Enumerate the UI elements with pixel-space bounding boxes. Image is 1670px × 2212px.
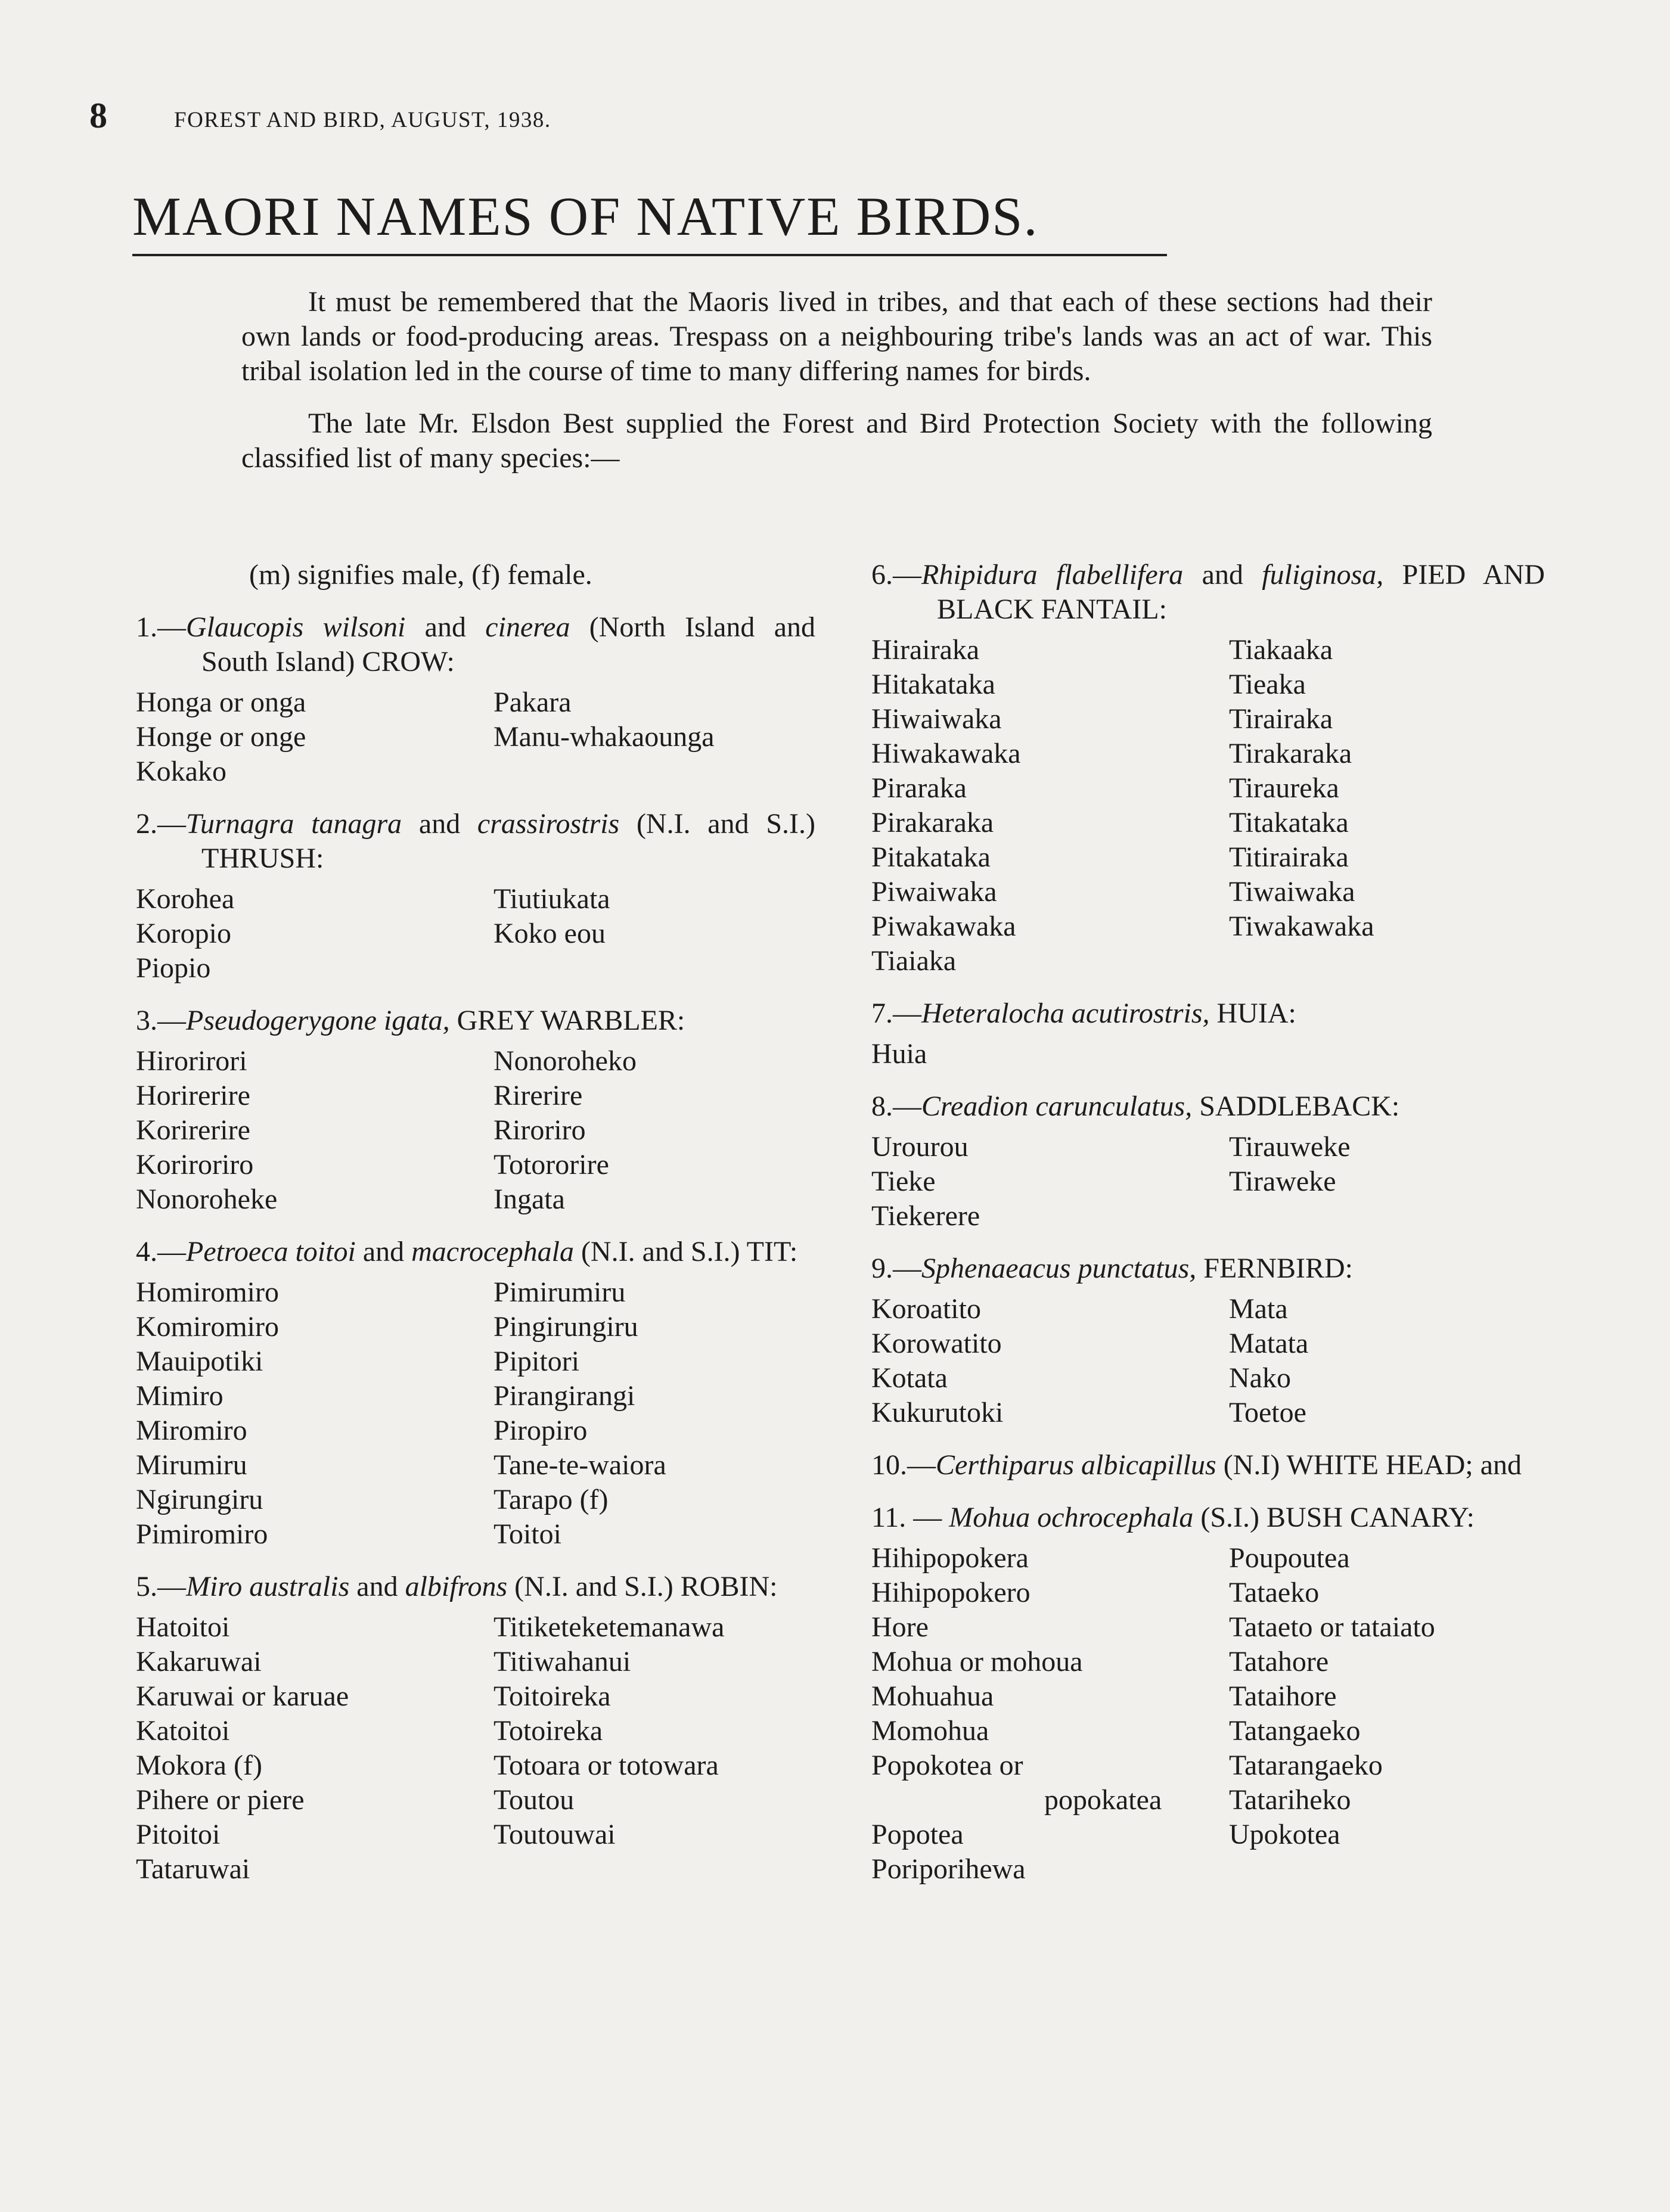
- maori-name: Tataeto or tataiato: [1229, 1611, 1435, 1643]
- section-number: 3.—: [136, 1005, 186, 1036]
- species-joiner: and: [349, 1571, 405, 1602]
- section-number: 6.—: [871, 559, 921, 591]
- section-number: 4.—: [136, 1236, 186, 1267]
- maori-name: Kotata: [871, 1362, 948, 1394]
- maori-name: Honga or onga: [136, 686, 306, 718]
- species-name: Heteralocha acutirostris,: [921, 998, 1210, 1029]
- species-section: [136, 1570, 815, 1887]
- species-heading: [871, 1448, 1545, 1483]
- species-name: Mohua ochrocephala: [949, 1502, 1194, 1533]
- common-name: (North Island and South Island) CROW:: [201, 611, 815, 678]
- maori-name: [1229, 1037, 1545, 1071]
- maori-name: Pimirumiru: [493, 1276, 626, 1308]
- maori-name: Korowatito: [871, 1328, 1002, 1359]
- maori-name: Mokora (f): [136, 1750, 262, 1781]
- maori-name: [1229, 1852, 1545, 1887]
- maori-name: Titiwahanui: [493, 1646, 631, 1677]
- maori-name: Hiwakawaka: [871, 738, 1021, 769]
- maori-name: Hihipopokera: [871, 1542, 1029, 1574]
- species-heading: [136, 1004, 815, 1038]
- maori-name: Pingirungiru: [493, 1311, 638, 1343]
- maori-name: Hore: [871, 1611, 929, 1643]
- common-name: (N.I. and S.I.) TIT:: [573, 1236, 798, 1267]
- maori-name: Tiaiaka: [871, 945, 957, 977]
- maori-name: Tatariheko: [1229, 1784, 1351, 1816]
- maori-name: Totororire: [493, 1149, 609, 1180]
- intro-paragraph-1: It must be remembered that the Maoris lived in tribes, and that each of these sections had their own lands or food-producing areas. Trespass on a neighbouring tribe's lands was an act of war. This tribal isolation led in the course of time to many differing names for birds.: [241, 286, 1432, 387]
- maori-name: Pirakaraka: [871, 807, 994, 838]
- section-number: 5.—: [136, 1571, 186, 1602]
- maori-name: Huia: [871, 1038, 927, 1070]
- species-name: Glaucopis wilsoni: [186, 611, 406, 643]
- maori-names-list: [136, 1275, 815, 1552]
- maori-names-list: [871, 1130, 1545, 1234]
- maori-name: Tatahore: [1229, 1646, 1329, 1677]
- left-column: [136, 558, 815, 1905]
- maori-name: Tiwakawaka: [1229, 911, 1374, 942]
- maori-name: Titiketeketemanawa: [493, 1611, 725, 1643]
- maori-name: Popokotea or: [871, 1750, 1023, 1781]
- maori-name: [1229, 944, 1545, 978]
- species-joiner: and: [355, 1236, 412, 1267]
- maori-name: Karuwai or karuae: [136, 1680, 349, 1712]
- maori-name: Nonoroheke: [136, 1183, 278, 1215]
- species-joiner: and: [405, 611, 486, 643]
- maori-name: Hirairaka: [871, 634, 980, 666]
- maori-name: Riroriro: [493, 1114, 586, 1146]
- species-name: Certhiparus albicapillus: [936, 1449, 1216, 1481]
- maori-name: Toutou: [493, 1784, 575, 1816]
- maori-name: Korohea: [136, 883, 235, 915]
- species-heading: [136, 1235, 815, 1269]
- maori-name: Upokotea: [1229, 1819, 1340, 1850]
- maori-name: Koriroriro: [136, 1149, 254, 1180]
- maori-name: Mohua or mohoua: [871, 1646, 1083, 1677]
- maori-name: Urourou: [871, 1131, 969, 1163]
- common-name: HUIA:: [1209, 998, 1296, 1029]
- maori-name: Horirerire: [136, 1080, 250, 1111]
- species-heading: [871, 1089, 1545, 1124]
- page-number: 8: [89, 96, 107, 135]
- maori-name: Matata: [1229, 1328, 1309, 1359]
- species-name-2: fuliginosa,: [1262, 559, 1384, 591]
- maori-names-list: [871, 1037, 1545, 1071]
- maori-name: Komiromiro: [136, 1311, 279, 1343]
- species-section: [871, 1251, 1545, 1430]
- abbreviation-note: (m) signifies male, (f) female.: [249, 559, 592, 591]
- section-number: 8.—: [871, 1091, 921, 1122]
- maori-name: Koko eou: [493, 918, 606, 949]
- maori-name: Mohuahua: [871, 1680, 994, 1712]
- maori-name: Totoireka: [493, 1715, 603, 1747]
- maori-name: Piraraka: [871, 772, 967, 804]
- maori-name: Mimiro: [136, 1380, 224, 1412]
- maori-names-list: [136, 882, 815, 986]
- species-section: [136, 610, 815, 789]
- maori-names-list: [871, 1292, 1545, 1430]
- species-name: Miro australis: [186, 1571, 350, 1602]
- maori-name: Kokako: [136, 756, 226, 787]
- maori-name: Hiwaiwaka: [871, 703, 1002, 735]
- maori-name: Tieaka: [1229, 669, 1306, 700]
- maori-name: Tirakaraka: [1229, 738, 1352, 769]
- common-name: (N.I. and S.I.) ROBIN:: [507, 1571, 778, 1602]
- maori-name: Rirerire: [493, 1080, 583, 1111]
- maori-name: Tirairaka: [1229, 703, 1333, 735]
- maori-name: Mirumiru: [136, 1449, 247, 1481]
- species-name-2: cinerea: [485, 611, 570, 643]
- species-heading: [871, 1500, 1545, 1535]
- maori-name: Mauipotiki: [136, 1346, 263, 1377]
- maori-name: Tataeko: [1229, 1577, 1320, 1608]
- maori-name: Kukurutoki: [871, 1397, 1004, 1428]
- species-heading: [136, 807, 815, 876]
- species-section: [871, 1089, 1545, 1234]
- maori-name: Korirerire: [136, 1114, 250, 1146]
- maori-name: Tane-te-waiora: [493, 1449, 666, 1481]
- maori-name: Tiraureka: [1229, 772, 1339, 804]
- maori-name: Hihipopokero: [871, 1577, 1030, 1608]
- maori-name: Pimiromiro: [136, 1518, 268, 1550]
- maori-name: Tataihore: [1229, 1680, 1337, 1712]
- species-joiner: and: [402, 808, 477, 840]
- maori-name: Mata: [1229, 1293, 1288, 1325]
- maori-name: Pitoitoi: [136, 1819, 221, 1850]
- maori-name: Homiromiro: [136, 1276, 279, 1308]
- maori-name: Hirorirori: [136, 1045, 247, 1077]
- maori-name: Titirairaka: [1229, 841, 1349, 873]
- species-name: Rhipidura flabellifera: [921, 559, 1184, 591]
- common-name: PIED AND BLACK FANTAIL:: [937, 559, 1545, 625]
- maori-name: Kakaruwai: [136, 1646, 262, 1677]
- maori-name: Piropiro: [493, 1415, 588, 1446]
- maori-names-list: [136, 1610, 815, 1887]
- species-section: [136, 807, 815, 986]
- maori-name: Pakara: [493, 686, 572, 718]
- intro-paragraph-2: The late Mr. Elsdon Best supplied the Forest and Bird Protection Society with the following classified list of many species:—: [241, 408, 1432, 474]
- maori-names-list: [136, 685, 815, 789]
- species-section: [136, 1004, 815, 1217]
- maori-name: Pitakataka: [871, 841, 991, 873]
- maori-name: Tatarangaeko: [1229, 1750, 1383, 1781]
- maori-name: Katoitoi: [136, 1715, 230, 1747]
- maori-name: Koroatito: [871, 1293, 981, 1325]
- section-number: 10.—: [871, 1449, 936, 1481]
- maori-name: Piwakawaka: [871, 911, 1016, 942]
- maori-name: Toitoireka: [493, 1680, 611, 1712]
- maori-name: Tiutiukata: [493, 883, 610, 915]
- species-name-2: albifrons: [405, 1571, 508, 1602]
- common-name: GREY WARBLER:: [449, 1005, 685, 1036]
- species-name-2: macrocephala: [411, 1236, 574, 1267]
- maori-name: Pipitori: [493, 1346, 580, 1377]
- maori-name: Koropio: [136, 918, 231, 949]
- maori-names-list: [136, 1044, 815, 1217]
- maori-name: Pihere or piere: [136, 1784, 305, 1816]
- maori-name: Tiekerere: [871, 1200, 980, 1232]
- maori-name: Ingata: [493, 1183, 565, 1215]
- maori-name: Toitoi: [493, 1518, 561, 1550]
- common-name: (N.I) WHITE HEAD; and: [1216, 1449, 1522, 1481]
- maori-name: Piopio: [136, 952, 211, 984]
- page-title: MAORI NAMES OF NATIVE BIRDS.: [132, 186, 1039, 247]
- intro-text: [241, 285, 1432, 476]
- maori-name: Honge or onge: [136, 721, 306, 753]
- maori-name: Toetoe: [1229, 1397, 1306, 1428]
- maori-name: Nako: [1229, 1362, 1291, 1394]
- species-name: Petroeca toitoi: [186, 1236, 356, 1267]
- maori-name: Hatoitoi: [136, 1611, 230, 1643]
- maori-name: [493, 754, 815, 789]
- maori-name: Tataruwai: [136, 1853, 250, 1885]
- species-section: [871, 996, 1545, 1071]
- maori-name: Nonoroheko: [493, 1045, 637, 1077]
- species-section: [871, 1500, 1545, 1887]
- maori-names-list: [871, 633, 1545, 978]
- section-number: 9.—: [871, 1253, 921, 1284]
- maori-name: Poriporihewa: [871, 1853, 1026, 1885]
- species-joiner: and: [1183, 559, 1262, 591]
- species-name-2: crassirostris: [477, 808, 620, 840]
- maori-names-list: [871, 1541, 1545, 1887]
- maori-name: Miromiro: [136, 1415, 247, 1446]
- maori-name: Tiraweke: [1229, 1166, 1336, 1197]
- species-section: [871, 558, 1545, 978]
- section-number: 7.—: [871, 998, 921, 1029]
- section-number: 2.—: [136, 808, 186, 840]
- maori-name: Titakataka: [1229, 807, 1349, 838]
- section-number: 1.—: [136, 611, 186, 643]
- maori-name: popokatea: [1044, 1784, 1162, 1816]
- species-name: Sphenaeacus punctatus,: [921, 1253, 1197, 1284]
- maori-name: [493, 951, 815, 986]
- species-heading: [871, 996, 1545, 1031]
- species-name: Turnagra tanagra: [186, 808, 402, 840]
- maori-name: Tieke: [871, 1166, 936, 1197]
- common-name: SADDLEBACK:: [1192, 1091, 1400, 1122]
- species-name: Creadion carunculatus,: [921, 1091, 1193, 1122]
- maori-name: Tirauweke: [1229, 1131, 1351, 1163]
- species-section: [871, 1448, 1545, 1483]
- maori-name: Poupoutea: [1229, 1542, 1350, 1574]
- maori-name: Ngirungiru: [136, 1484, 263, 1515]
- maori-name: Tiakaaka: [1229, 634, 1333, 666]
- publication-line: FOREST AND BIRD, AUGUST, 1938.: [174, 108, 551, 132]
- common-name: (S.I.) BUSH CANARY:: [1193, 1502, 1475, 1533]
- maori-name: Toutouwai: [493, 1819, 616, 1850]
- maori-name: Piwaiwaka: [871, 876, 997, 908]
- maori-name: Pirangirangi: [493, 1380, 635, 1412]
- common-name: FERNBIRD:: [1196, 1253, 1353, 1284]
- species-section: [136, 1235, 815, 1552]
- species-heading: [136, 610, 815, 679]
- maori-name: Hitakataka: [871, 669, 995, 700]
- maori-name: Tarapo (f): [493, 1484, 609, 1515]
- maori-name: Totoara or totowara: [493, 1750, 719, 1781]
- maori-name: Tatangaeko: [1229, 1715, 1361, 1747]
- maori-name: Popotea: [871, 1819, 964, 1850]
- right-column: [871, 558, 1545, 1905]
- common-name: (N.I. and S.I.) THRUSH:: [201, 808, 815, 874]
- maori-name: Momohua: [871, 1715, 989, 1747]
- species-name: Pseudogerygone igata,: [186, 1005, 450, 1036]
- species-heading: [871, 558, 1545, 627]
- section-number: 11. —: [871, 1502, 949, 1533]
- maori-name: [1229, 1199, 1545, 1234]
- maori-name: Tiwaiwaka: [1229, 876, 1355, 908]
- maori-name: [493, 1852, 815, 1887]
- species-heading: [136, 1570, 815, 1604]
- title-underline: [132, 254, 1167, 256]
- species-heading: [871, 1251, 1545, 1286]
- maori-name: Manu-whakaounga: [493, 721, 715, 753]
